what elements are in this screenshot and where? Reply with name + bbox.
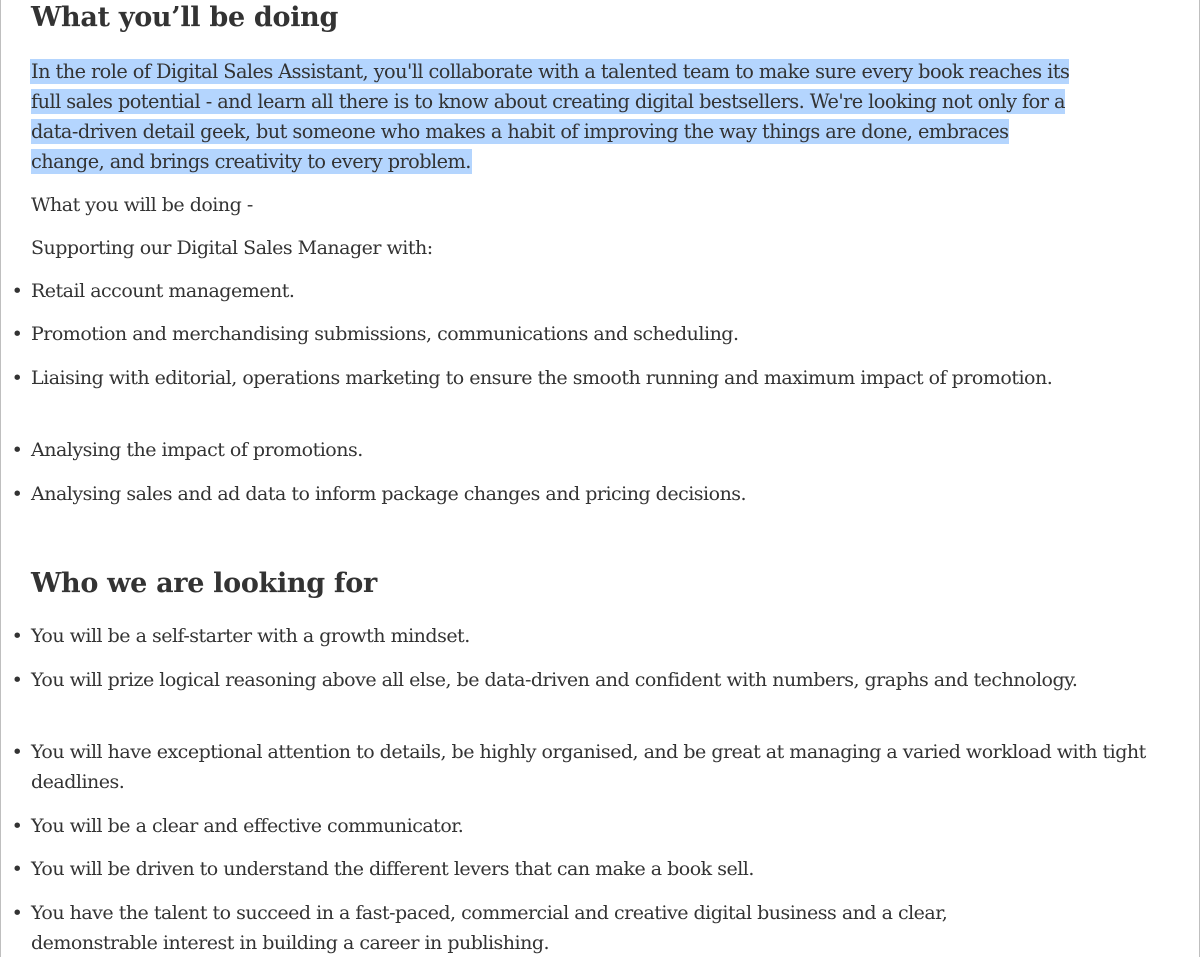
bullet-icon: • (11, 439, 23, 461)
list-item-text: You will be a clear and effective communicator. (31, 815, 464, 837)
bullet-icon: • (11, 323, 23, 345)
list-item-text: You have the talent to succeed in a fast-paced, commercial and creative digital business and a clear, demonstrable interest in building a career in publishing. (31, 902, 948, 954)
list-item (11, 435, 1171, 465)
selected-text[interactable] (31, 60, 1069, 173)
intro-line: In the role of Digital Sales Assistant, you'll collaborate with a talented team to make sure every book reaches its (31, 60, 1070, 83)
bullet-icon: • (11, 669, 23, 691)
lead-in-text: Supporting our Digital Sales Manager with: (31, 237, 433, 259)
list-item (11, 811, 1171, 841)
bullet-icon: • (11, 815, 23, 837)
list-item (11, 898, 1071, 957)
list-item-text: You will be driven to understand the different levers that can make a book sell. (31, 858, 754, 880)
left-border (0, 0, 1, 957)
list-item (11, 737, 1166, 797)
list-item-text: You will prize logical reasoning above all else, be data-driven and confident with numbers, graphs and technology. (31, 669, 1078, 691)
bullet-icon: • (11, 367, 23, 389)
intro-line: full sales potential - and learn all there is to know about creating digital bestsellers. We're looking not only for a (31, 90, 1065, 113)
bullet-icon: • (11, 483, 23, 505)
sub-heading-what-you-will-be-doing: What you will be doing - (31, 194, 253, 216)
list-item (11, 665, 1086, 695)
section-heading-what-youll-be-doing: What you’ll be doing (31, 2, 339, 33)
list-item-text: Analysing the impact of promotions. (31, 439, 363, 461)
list-item-text: You will have exceptional attention to details, be highly organised, and be great at managing a varied workload with tight deadlines. (31, 741, 1146, 793)
list-item (11, 363, 1061, 393)
section-heading-who-we-are-looking-for: Who we are looking for (31, 568, 377, 599)
bullet-icon: • (11, 902, 23, 924)
list-item-text: You will be a self-starter with a growth mindset. (31, 625, 470, 647)
bullet-icon: • (11, 280, 23, 302)
intro-line: change, and brings creativity to every problem. (31, 150, 471, 173)
list-item-text: Liaising with editorial, operations marketing to ensure the smooth running and maximum impact of promotion. (31, 367, 1053, 389)
list-item (11, 276, 1171, 306)
bullet-icon: • (11, 741, 23, 763)
intro-line: data-driven detail geek, but someone who makes a habit of improving the way things are done, embraces (31, 120, 1009, 143)
list-item (11, 854, 1171, 884)
bullet-icon: • (11, 858, 23, 880)
list-item-text: Retail account management. (31, 280, 295, 302)
list-item (11, 479, 1171, 509)
intro-paragraph[interactable] (31, 57, 1176, 177)
list-item-text: Promotion and merchandising submissions, communications and scheduling. (31, 323, 739, 345)
bullet-icon: • (11, 625, 23, 647)
list-item (11, 319, 1171, 349)
list-item (11, 621, 1171, 651)
list-item-text: Analysing sales and ad data to inform package changes and pricing decisions. (31, 483, 747, 505)
